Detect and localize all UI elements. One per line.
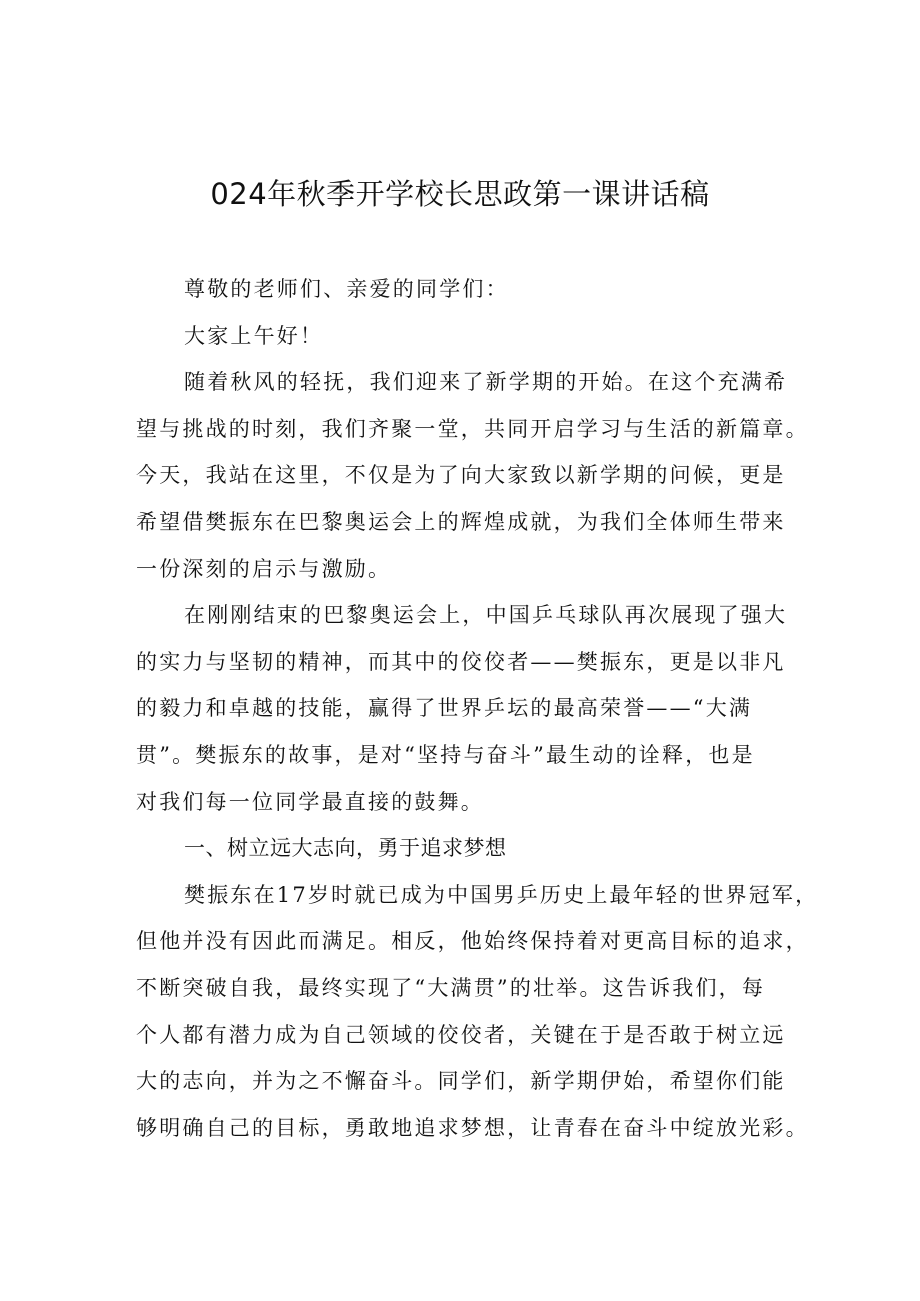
paragraph-line: 对我们每一位同学最直接的鼓舞。 [136, 789, 484, 814]
paragraph-line: 希望借樊振东在巴黎奥运会上的辉煌成就，为我们全体师生带来 [136, 509, 786, 534]
paragraph-line: 个人都有潜力成为自己领域的佼佼者，关键在于是否敢于树立远 [136, 1022, 786, 1047]
document-body [136, 266, 819, 1151]
paragraph-line: 不断突破自我，最终实现了“大满贯”的壮举。这告诉我们，每 [136, 975, 766, 1000]
paragraph-line: 樊振东在17岁时就已成为中国男乒历史上最年轻的世界冠军， [184, 882, 819, 907]
paragraph-line: 大的志向，并为之不懈奋斗。同学们，新学期伊始，希望你们能 [136, 1069, 786, 1094]
paragraph-line: 望与挑战的时刻，我们齐聚一堂，共同开启学习与生活的新篇章。 [136, 416, 809, 441]
paragraph-line: 随着秋风的轻抚，我们迎来了新学期的开始。在这个充满希 [184, 370, 788, 395]
paragraph-line: 但他并没有因此而满足。相反，他始终保持着对更高目标的追求， [136, 929, 809, 954]
paragraph-line: 在刚刚结束的巴黎奥运会上，中国乒乓球队再次展现了强大 [184, 603, 788, 628]
paragraph-line: 今天，我站在这里，不仅是为了向大家致以新学期的问候，更是 [136, 463, 786, 488]
greeting-line: 大家上午好！ [184, 323, 324, 348]
paragraph-line: 够明确自己的目标，勇敢地追求梦想，让青春在奋斗中绽放光彩。 [136, 1115, 809, 1140]
paragraph-line: 一份深刻的启示与激励。 [136, 556, 392, 581]
paragraph-line: 的毅力和卓越的技能，赢得了世界乒坛的最高荣誉——“大满 [136, 696, 753, 721]
salutation-line: 尊敬的老师们、亲爱的同学们： [184, 277, 509, 301]
document-title: 024年秋季开学校长思政第一课讲话稿 [210, 177, 710, 211]
paragraph-line: 的实力与坚韧的精神，而其中的佼佼者——樊振东，更是以非凡 [136, 649, 786, 674]
section-heading: 一、树立远大志向，勇于追求梦想 [184, 836, 507, 861]
paragraph-line: 贯”。樊振东的故事，是对“坚持与奋斗”最生动的诠释，也是 [136, 742, 755, 767]
